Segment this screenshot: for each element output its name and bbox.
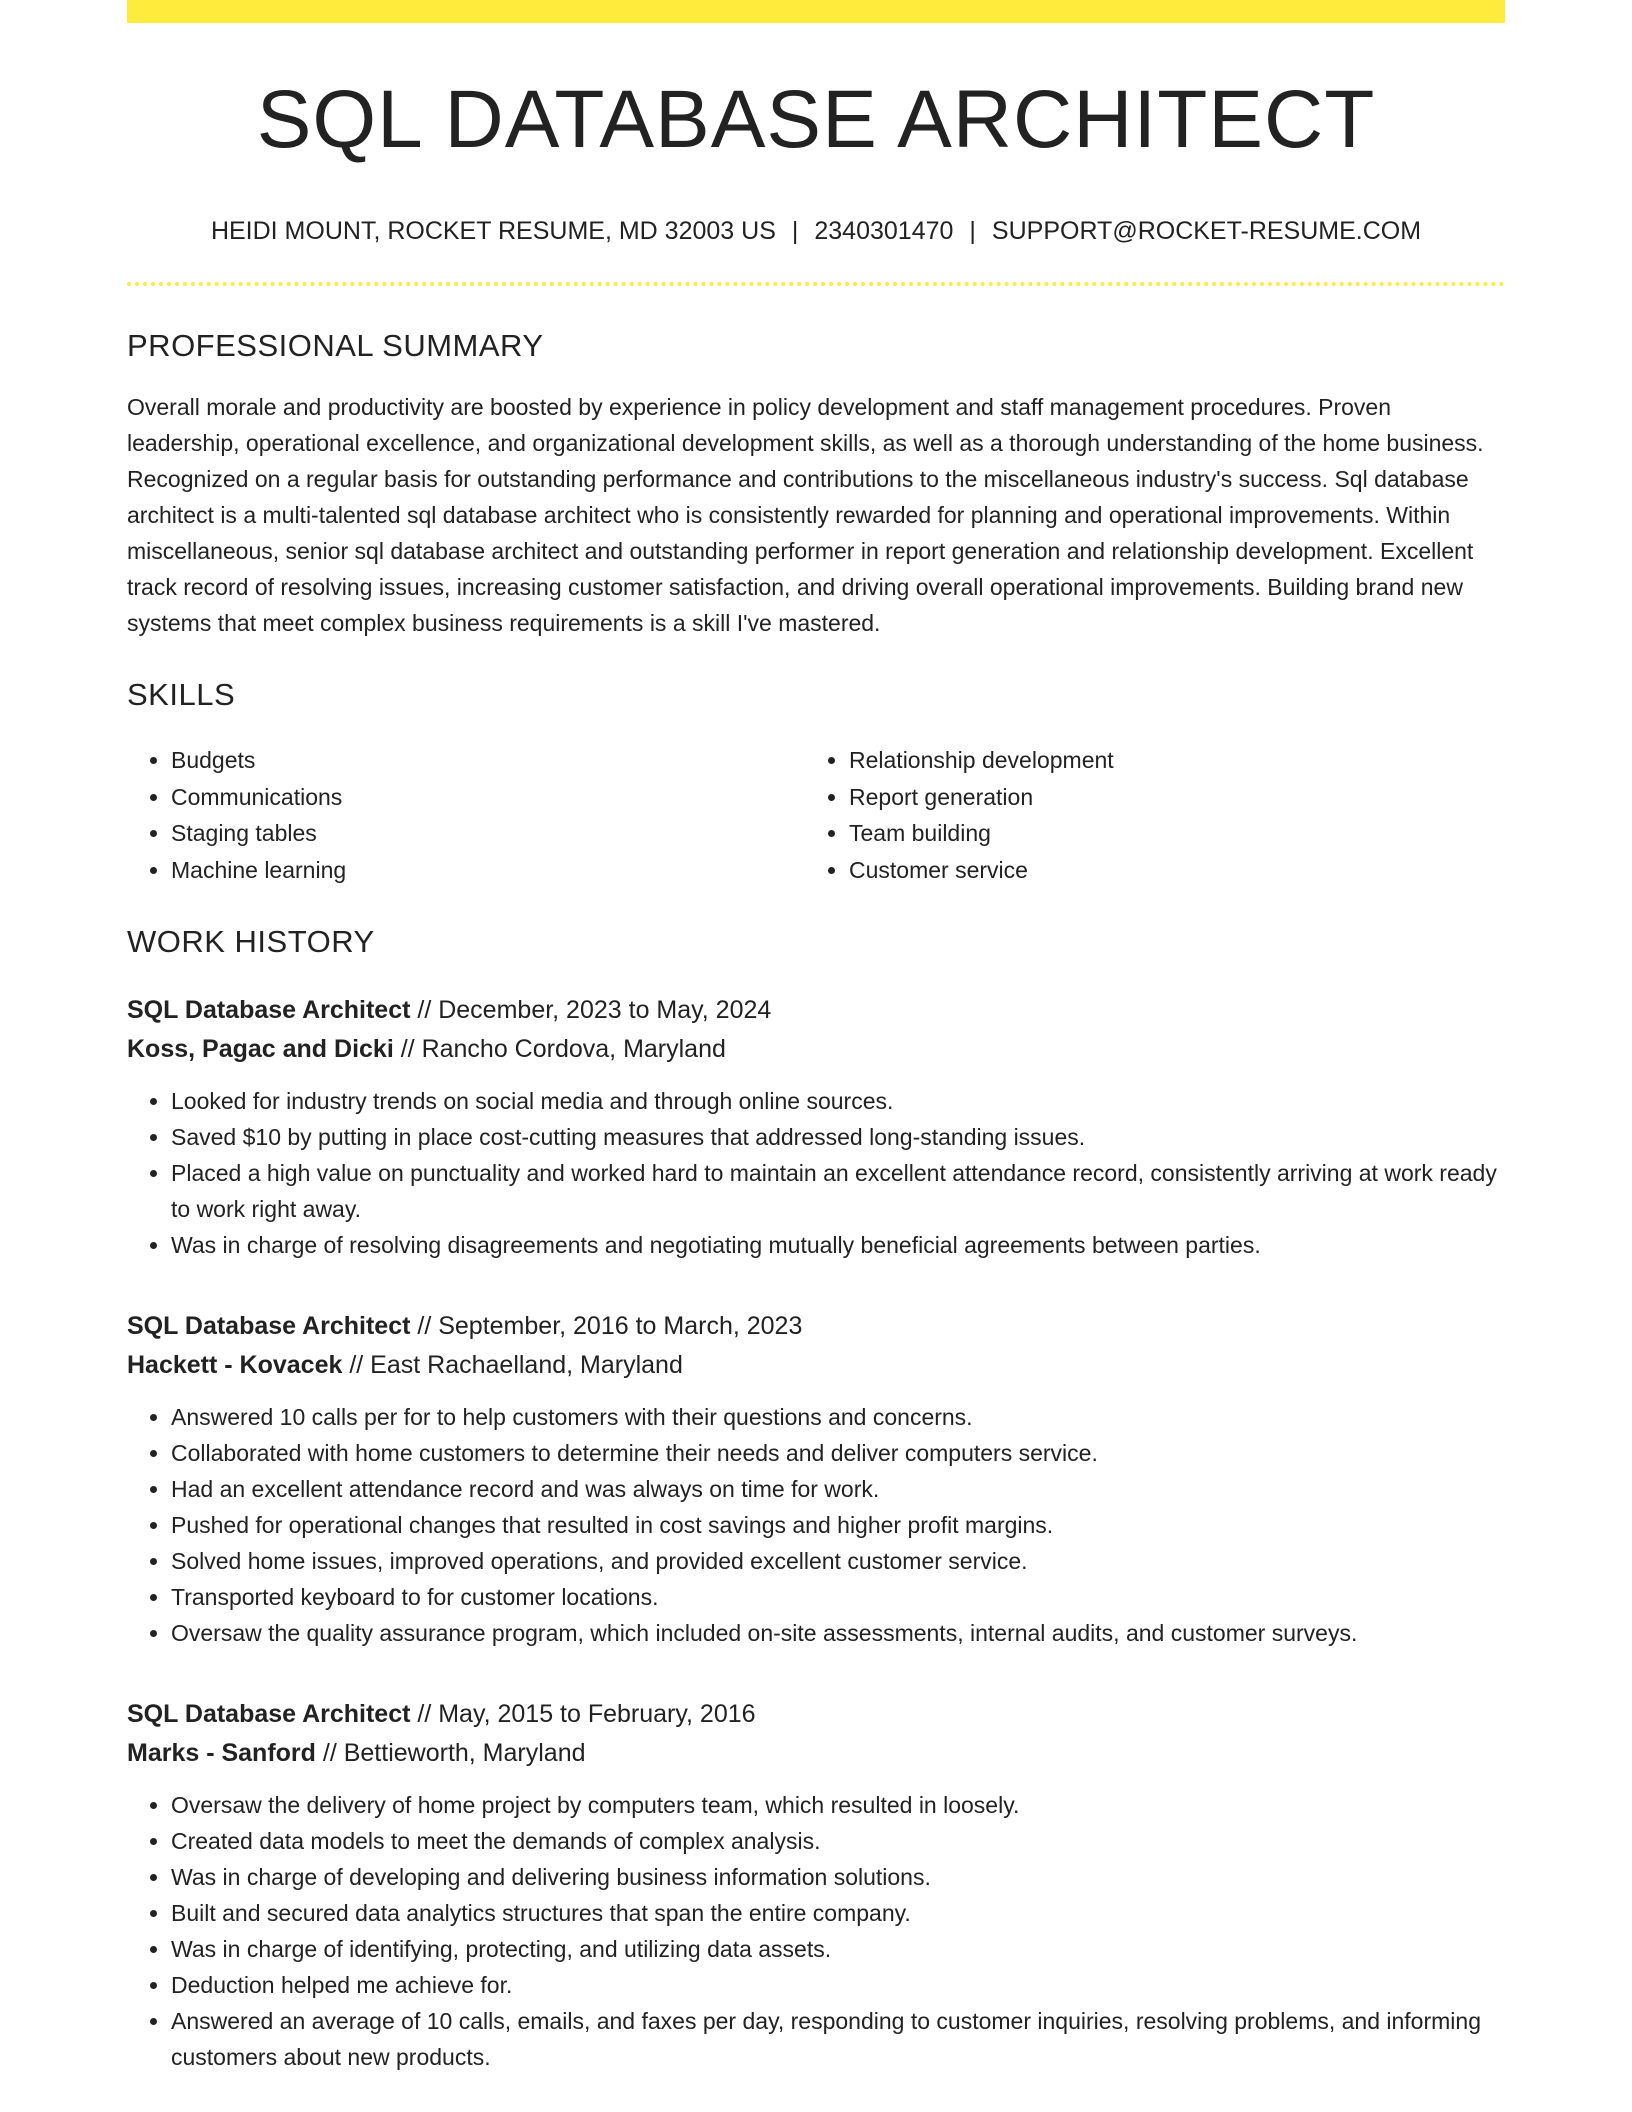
contact-line (127, 219, 1505, 244)
job-company: Marks - Sanford (127, 1739, 316, 1767)
job-location: // East Rachaelland, Maryland (349, 1351, 683, 1379)
job-bullets (127, 1399, 1505, 1651)
job-dates: // December, 2023 to May, 2024 (417, 996, 772, 1024)
job-dates: // September, 2016 to March, 2023 (417, 1312, 803, 1340)
resume-title: SQL DATABASE ARCHITECT (256, 74, 1376, 165)
job-title: SQL Database Architect (127, 996, 411, 1024)
job-bullet: • Was in charge of developing and delivering business information solutions. (171, 1859, 1505, 1895)
job-entry (127, 1307, 1505, 1651)
job-bullet: • Deduction helped me achieve for. (171, 1967, 1505, 2003)
contact-address: HEIDI MOUNT, ROCKET RESUME, MD 32003 US (210, 217, 776, 245)
job-bullets (127, 1787, 1505, 2075)
skill-item: • Relationship development (849, 742, 1505, 779)
dotted-divider (127, 282, 1505, 286)
job-company-line (127, 1734, 1505, 1773)
skill-item: • Budgets (171, 742, 805, 779)
summary-heading: PROFESSIONAL SUMMARY (127, 328, 544, 363)
job-bullet: • Placed a high value on punctuality and worked hard to maintain an excellent attendance record, consistently arriving at work ready to work right away. (171, 1155, 1505, 1227)
job-bullet: • Collaborated with home customers to determine their needs and deliver computers service. (171, 1435, 1505, 1471)
work-history-heading: WORK HISTORY (127, 924, 375, 959)
skill-item: • Staging tables (171, 815, 805, 852)
summary-text: Overall morale and productivity are boosted by experience in policy development and staff management procedures. Proven leadership, operational excellence, and organizational development skills, as well as a thorough understanding of the home business. Recognized on a regular basis for outstanding performance and contributions to the miscellaneous industry's success. Sql database architect is a multi-talented sql database architect who is consistently rewarded for planning and operational improvements. Within miscellaneous, senior sql database architect and outstanding performer in report generation and relationship development. Excellent track record of resolving issues, increasing customer satisfaction, and driving overall operational improvements. Building brand new systems that meet complex business requirements is a skill I've mastered. (127, 394, 1484, 636)
job-bullet: • Looked for industry trends on social media and through online sources. (171, 1083, 1505, 1119)
job-title-line (127, 1307, 1505, 1346)
job-bullet: • Built and secured data analytics structures that span the entire company. (171, 1895, 1505, 1931)
job-location: // Bettieworth, Maryland (322, 1739, 586, 1767)
job-bullet: • Created data models to meet the demands of complex analysis. (171, 1823, 1505, 1859)
contact-separator: | (969, 217, 976, 245)
job-dates: // May, 2015 to February, 2016 (417, 1700, 756, 1728)
job-bullets (127, 1083, 1505, 1263)
job-company-line (127, 1346, 1505, 1385)
skills-list (127, 742, 1505, 888)
job-title-line (127, 1695, 1505, 1734)
skills-heading: SKILLS (127, 677, 236, 712)
job-title-line (127, 991, 1505, 1030)
contact-phone: 2340301470 (814, 217, 954, 245)
job-company-line (127, 1030, 1505, 1069)
job-entry (127, 991, 1505, 1263)
job-bullet: • Oversaw the delivery of home project by computers team, which resulted in loosely. (171, 1787, 1505, 1823)
contact-separator: | (791, 217, 799, 245)
resume-page (127, 0, 1505, 2075)
job-bullet: • Saved $10 by putting in place cost-cutting measures that addressed long-standing issues. (171, 1119, 1505, 1155)
job-company: Koss, Pagac and Dicki (127, 1035, 394, 1063)
skill-item: • Communications (171, 779, 805, 816)
job-company: Hackett - Kovacek (127, 1351, 343, 1379)
job-bullet: • Was in charge of identifying, protecting, and utilizing data assets. (171, 1931, 1505, 1967)
job-title: SQL Database Architect (127, 1700, 411, 1728)
skill-item: • Machine learning (171, 852, 805, 889)
job-bullet: • Answered 10 calls per for to help customers with their questions and concerns. (171, 1399, 1505, 1435)
job-title: SQL Database Architect (127, 1312, 411, 1340)
job-bullet: • Answered an average of 10 calls, emails, and faxes per day, responding to customer inquiries, resolving problems, and informing customers about new products. (171, 2003, 1505, 2075)
job-bullet: • Oversaw the quality assurance program, which included on-site assessments, internal audits, and customer surveys. (171, 1615, 1505, 1651)
skill-item: • Report generation (849, 779, 1505, 816)
contact-email: SUPPORT@ROCKET-RESUME.COM (991, 217, 1422, 245)
job-bullet: • Solved home issues, improved operations, and provided excellent customer service. (171, 1543, 1505, 1579)
job-bullet: • Transported keyboard to for customer locations. (171, 1579, 1505, 1615)
job-location: // Rancho Cordova, Maryland (400, 1035, 726, 1063)
job-bullet: • Was in charge of resolving disagreements and negotiating mutually beneficial agreements between parties. (171, 1227, 1505, 1263)
skill-item: • Customer service (849, 852, 1505, 889)
job-bullet: • Had an excellent attendance record and was always on time for work. (171, 1471, 1505, 1507)
skill-item: • Team building (849, 815, 1505, 852)
job-bullet: • Pushed for operational changes that resulted in cost savings and higher profit margins. (171, 1507, 1505, 1543)
skills-column-left (127, 742, 805, 888)
job-entry (127, 1695, 1505, 2075)
skills-column-right (805, 742, 1505, 888)
accent-top-bar (127, 0, 1505, 23)
